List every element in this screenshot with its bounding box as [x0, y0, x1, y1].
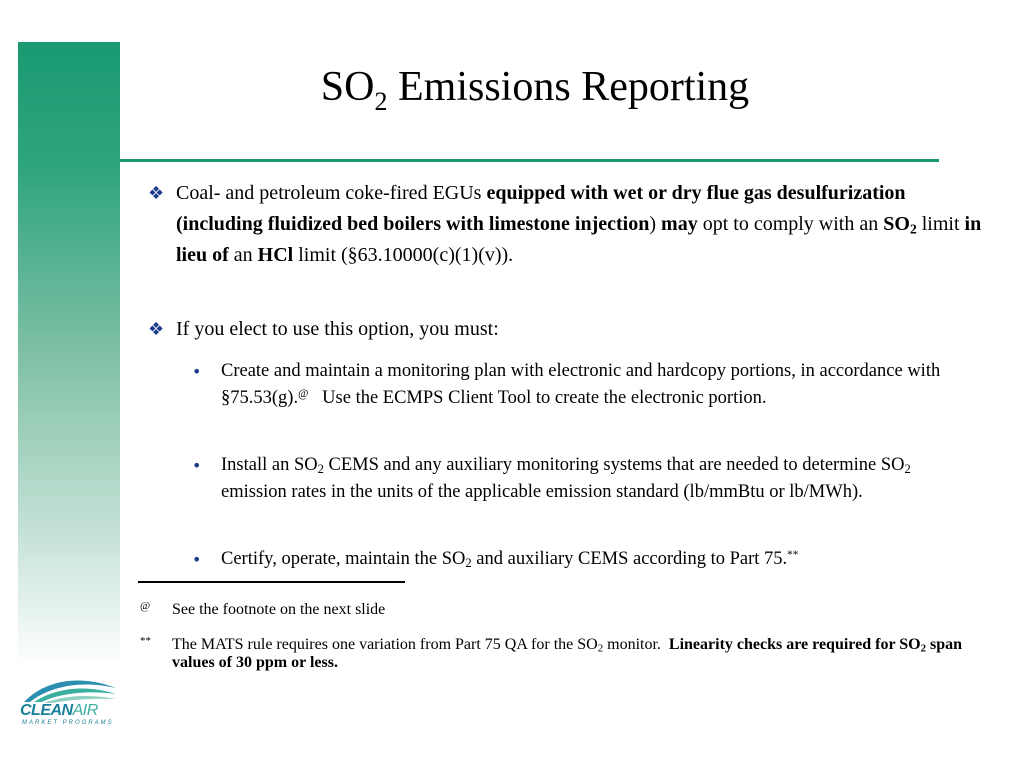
bullet-text: Coal- and petroleum coke-fired EGUs equipped with wet or dry flue gas desulfurization (including fluidized bed boilers with limestone injection) may opt to comply with an $SO_2$ limit in lieu of an HCl limit (§63.10000(c)(1)(v)).: [176, 182, 982, 266]
logo-swoosh-icon: [20, 672, 120, 704]
dot-bullet-icon: •: [192, 456, 202, 475]
title-divider: [120, 159, 939, 162]
diamond-bullet-icon: ❖: [148, 183, 165, 204]
dot-bullet-icon: •: [192, 550, 202, 569]
diamond-bullet-icon: ❖: [148, 319, 165, 340]
clean-air-markets-logo: [20, 672, 120, 724]
logo-tagline: MARKET PROGRAMS: [22, 720, 114, 726]
bullet-text: If you elect to use this option, you must:: [176, 318, 499, 340]
dot-bullet-icon: •: [192, 362, 202, 381]
footnote-mark: @: [140, 600, 151, 612]
side-gradient-bar: [18, 42, 120, 668]
footnote-mark: **: [140, 635, 151, 647]
sub-bullet-text: Certify, operate, maintain the $SO_2$ and auxiliary CEMS according to Part 75.**: [221, 548, 799, 571]
footnote-text: See the footnote on the next slide: [172, 601, 386, 618]
footnote-text: The MATS rule requires one variation from Part 75 QA for the $SO_2$ monitor. Linearity checks are required for $SO_2$ span values of 30 ppm or less.: [172, 636, 963, 671]
logo-wordmark: CLEANAIR: [20, 702, 98, 719]
sub-bullet-text: Create and maintain a monitoring plan with electronic and hardcopy portions, in accordance with §75.53(g).@ Use the ECMPS Client Tool to create the electronic portion.: [221, 361, 941, 408]
footnote-divider: [138, 581, 405, 583]
sub-bullet-text: Install an $SO_2$ CEMS and any auxiliary monitoring systems that are needed to determine $SO_2$ emission rates in the units of the applicable emission standard (lb/mmBtu or lb/MWh).: [221, 455, 911, 502]
slide-title: $SO_2$ Emissions Reporting: [320, 64, 750, 116]
